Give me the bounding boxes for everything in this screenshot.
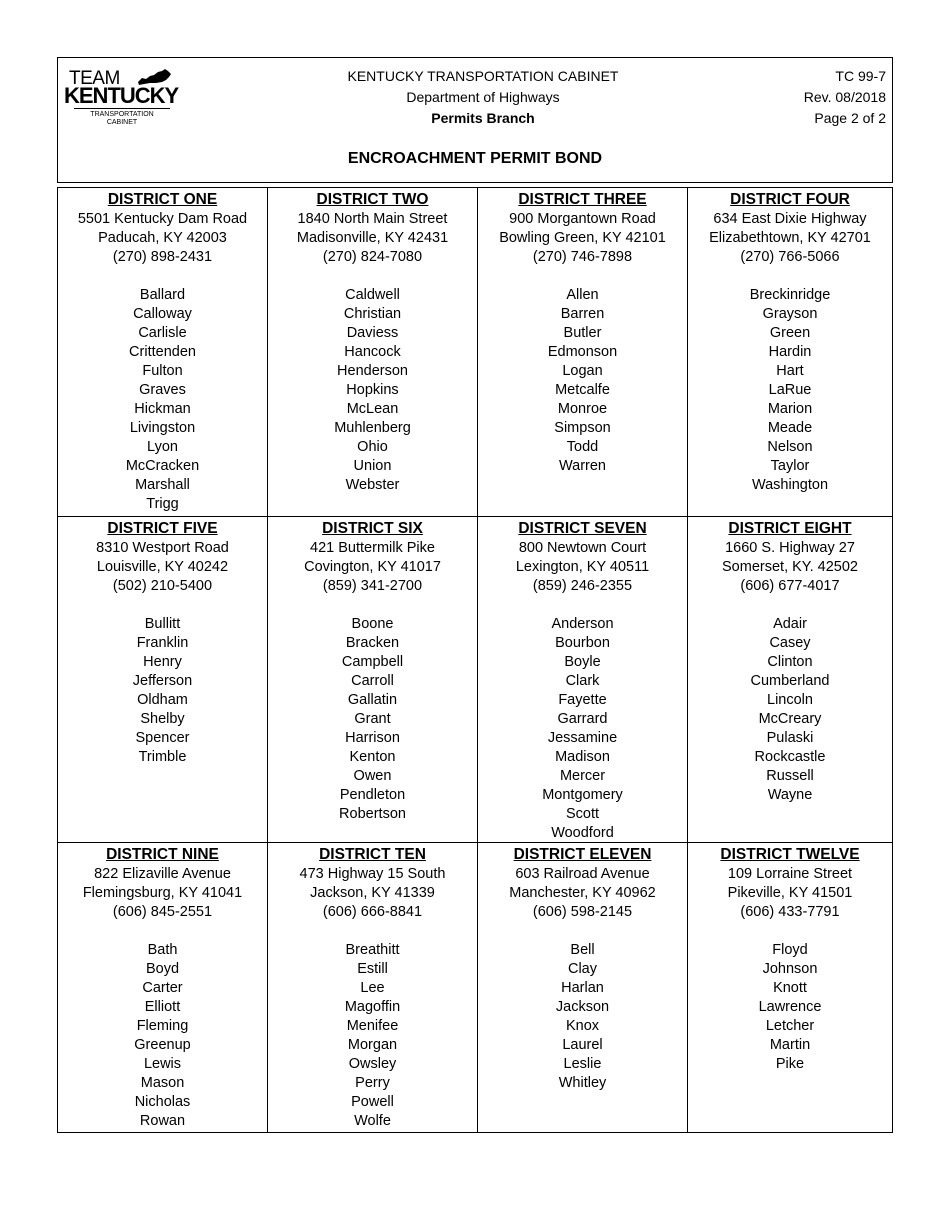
district-city: Pikeville, KY 41501	[727, 885, 853, 901]
county-name: Garrard	[557, 711, 608, 727]
county-name: Meade	[767, 420, 813, 436]
county-name: Lyon	[147, 439, 178, 455]
county-name: McCreary	[758, 711, 822, 727]
county-name: Campbell	[341, 654, 404, 670]
county-name: Fleming	[136, 1018, 189, 1034]
logo-kentucky-text: KENTUCKY	[64, 83, 179, 108]
district-phone: (859) 341-2700	[322, 578, 423, 594]
county-name: Letcher	[765, 1018, 815, 1034]
county-name: Marshall	[135, 477, 190, 493]
county-name: Bath	[147, 942, 178, 958]
district-name: DISTRICT SIX	[322, 520, 423, 537]
district-name: DISTRICT TWELVE	[720, 846, 860, 863]
district-street: 900 Morgantown Road	[509, 211, 656, 227]
county-name: McCracken	[125, 458, 200, 474]
county-name: Martin	[769, 1037, 811, 1053]
county-name: Clay	[567, 961, 597, 977]
county-name: Madison	[555, 749, 610, 765]
county-name: Anderson	[551, 616, 614, 632]
form-header	[57, 57, 893, 183]
county-name: Johnson	[762, 961, 818, 977]
county-name: Kenton	[349, 749, 396, 765]
county-name: Calloway	[133, 306, 192, 322]
county-name: Owsley	[348, 1056, 397, 1072]
district-street: 1660 S. Highway 27	[725, 540, 855, 556]
county-name: Boyle	[564, 654, 601, 670]
county-name: Powell	[351, 1094, 394, 1110]
district-city: Bowling Green, KY 42101	[499, 230, 666, 246]
county-name: Bourbon	[555, 635, 610, 651]
district-cell	[478, 517, 688, 843]
agency-heading	[258, 66, 708, 129]
county-name: Mason	[140, 1075, 185, 1091]
county-name: Christian	[343, 306, 402, 322]
county-name: Pike	[775, 1056, 805, 1072]
district-city: Elizabethtown, KY 42701	[709, 230, 871, 246]
county-name: Gallatin	[347, 692, 398, 708]
county-name: Daviess	[346, 325, 399, 341]
district-street: 473 Highway 15 South	[299, 866, 446, 882]
county-name: Bracken	[345, 635, 400, 651]
form-meta	[804, 66, 886, 129]
district-name: DISTRICT SEVEN	[518, 520, 647, 537]
district-phone: (502) 210-5400	[112, 578, 213, 594]
county-name: Scott	[565, 806, 600, 822]
county-name: Taylor	[770, 458, 810, 474]
district-city: Jackson, KY 41339	[310, 885, 435, 901]
county-name: Montgomery	[542, 787, 623, 803]
spacer	[58, 267, 267, 286]
district-phone: (270) 824-7080	[322, 249, 423, 265]
district-city: Flemingsburg, KY 41041	[82, 885, 243, 901]
county-name: Nelson	[767, 439, 813, 455]
district-cell	[268, 517, 478, 843]
form-number: TC 99-7	[835, 68, 886, 84]
district-cell	[478, 188, 688, 517]
spacer	[58, 922, 267, 941]
county-name: Harrison	[345, 730, 400, 746]
county-name: Trigg	[146, 496, 179, 512]
district-phone: (606) 845-2551	[112, 904, 213, 920]
county-name: Butler	[563, 325, 602, 341]
spacer	[688, 267, 892, 286]
county-name: Ballard	[139, 287, 186, 303]
county-name: Carroll	[351, 673, 394, 689]
county-name: Hancock	[344, 344, 401, 360]
county-name: Cumberland	[750, 673, 830, 689]
county-name: Estill	[357, 961, 388, 977]
county-name: Owen	[353, 768, 392, 784]
district-street: 1840 North Main Street	[297, 211, 448, 227]
county-name: Lewis	[143, 1056, 182, 1072]
county-name: LaRue	[768, 382, 812, 398]
county-name: McLean	[346, 401, 399, 417]
county-name: Livingston	[129, 420, 196, 436]
district-city: Lexington, KY 40511	[515, 559, 650, 575]
district-cell	[688, 188, 892, 517]
district-city: Paducah, KY 42003	[98, 230, 227, 246]
county-name: Boyd	[145, 961, 180, 977]
branch-name: Permits Branch	[431, 110, 535, 126]
county-name: Trimble	[138, 749, 187, 765]
district-cell	[58, 843, 268, 1132]
county-name: Webster	[345, 477, 400, 493]
county-name: Menifee	[346, 1018, 399, 1034]
district-city: Louisville, KY 40242	[96, 559, 229, 575]
county-name: Casey	[769, 635, 811, 651]
district-city: Manchester, KY 40962	[509, 885, 656, 901]
county-name: Edmonson	[547, 344, 618, 360]
county-name: Adair	[773, 616, 807, 632]
county-name: Jefferson	[132, 673, 193, 689]
district-phone: (606) 598-2145	[532, 904, 633, 920]
county-name: Knott	[773, 980, 807, 996]
county-name: Allen	[566, 287, 599, 303]
spacer	[268, 922, 477, 941]
county-name: Oldham	[137, 692, 188, 708]
county-name: Boone	[351, 616, 394, 632]
team-kentucky-logo	[64, 68, 179, 130]
county-name: Washington	[751, 477, 829, 493]
county-name: Clark	[565, 673, 600, 689]
department-name: Department of Highways	[406, 89, 560, 105]
district-cell	[688, 843, 892, 1132]
county-name: Green	[769, 325, 811, 341]
district-phone: (270) 746-7898	[532, 249, 633, 265]
district-cell	[478, 843, 688, 1132]
spacer	[268, 267, 477, 286]
district-name: DISTRICT NINE	[106, 846, 219, 863]
district-phone: (606) 666-8841	[322, 904, 423, 920]
county-name: Harlan	[561, 980, 604, 996]
county-name: Grant	[354, 711, 391, 727]
county-name: Lincoln	[767, 692, 813, 708]
district-cell	[58, 188, 268, 517]
county-name: Nicholas	[134, 1094, 191, 1110]
district-name: DISTRICT FIVE	[107, 520, 218, 537]
district-street: 5501 Kentucky Dam Road	[77, 211, 248, 227]
district-street: 8310 Westport Road	[96, 540, 229, 556]
county-name: Carter	[142, 980, 183, 996]
logo-cabinet-text: TRANSPORTATION CABINET	[90, 111, 154, 126]
district-cell	[268, 188, 478, 517]
county-name: Knox	[565, 1018, 600, 1034]
county-name: Hopkins	[346, 382, 399, 398]
county-name: Woodford	[551, 825, 614, 841]
spacer	[58, 596, 267, 615]
county-name: Fayette	[558, 692, 607, 708]
county-name: Greenup	[134, 1037, 191, 1053]
county-name: Jessamine	[547, 730, 618, 746]
county-name: Bullitt	[144, 616, 181, 632]
district-phone: (606) 677-4017	[740, 578, 840, 594]
district-cell	[268, 843, 478, 1132]
spacer	[478, 267, 687, 286]
county-name: Morgan	[347, 1037, 398, 1053]
district-table	[57, 187, 893, 1133]
county-name: Elliott	[144, 999, 181, 1015]
county-name: Laurel	[562, 1037, 603, 1053]
spacer	[688, 922, 892, 941]
county-name: Rockcastle	[754, 749, 826, 765]
county-name: Mercer	[559, 768, 606, 784]
county-name: Todd	[566, 439, 599, 455]
county-name: Wayne	[767, 787, 813, 803]
county-name: Henry	[143, 654, 182, 670]
county-name: Graves	[139, 382, 186, 398]
district-street: 421 Buttermilk Pike	[310, 540, 435, 556]
county-name: Magoffin	[344, 999, 401, 1015]
form-revision: Rev. 08/2018	[803, 89, 886, 105]
district-street: 109 Lorraine Street	[727, 866, 853, 882]
county-name: Rowan	[139, 1113, 186, 1129]
district-street: 634 East Dixie Highway	[713, 211, 867, 227]
county-name: Lawrence	[758, 999, 822, 1015]
county-name: Warren	[559, 458, 606, 474]
county-name: Bell	[570, 942, 595, 958]
district-phone: (606) 433-7791	[740, 904, 840, 920]
county-name: Muhlenberg	[334, 420, 411, 436]
county-name: Franklin	[136, 635, 189, 651]
district-cell	[58, 517, 268, 843]
county-name: Marion	[767, 401, 813, 417]
page-title: ENCROACHMENT PERMIT BOND	[347, 150, 603, 167]
county-name: Leslie	[563, 1056, 602, 1072]
page-number: Page 2 of 2	[814, 110, 886, 126]
county-name: Hart	[776, 363, 804, 379]
county-name: Perry	[355, 1075, 390, 1091]
county-name: Spencer	[135, 730, 190, 746]
county-name: Monroe	[557, 401, 608, 417]
district-street: 603 Railroad Avenue	[515, 866, 650, 882]
county-name: Hickman	[134, 401, 191, 417]
district-name: DISTRICT ONE	[107, 191, 218, 208]
county-name: Metcalfe	[555, 382, 610, 398]
county-name: Shelby	[140, 711, 185, 727]
district-name: DISTRICT THREE	[518, 191, 647, 208]
district-city: Somerset, KY. 42502	[722, 559, 858, 575]
district-street: 800 Newtown Court	[518, 540, 647, 556]
county-name: Henderson	[337, 363, 408, 379]
county-name: Breathitt	[345, 942, 400, 958]
district-name: DISTRICT FOUR	[730, 191, 850, 208]
county-name: Union	[353, 458, 392, 474]
county-name: Crittenden	[129, 344, 196, 360]
district-name: DISTRICT TEN	[319, 846, 426, 863]
district-phone: (859) 246-2355	[532, 578, 633, 594]
logo-team-text: TEAM	[69, 68, 120, 89]
spacer	[688, 596, 892, 615]
logo-divider	[74, 108, 170, 109]
district-name: DISTRICT TWO	[316, 191, 429, 208]
county-name: Fulton	[142, 363, 183, 379]
spacer	[478, 596, 687, 615]
district-cell	[688, 517, 892, 843]
county-name: Carlisle	[138, 325, 187, 341]
spacer	[478, 922, 687, 941]
district-street: 822 Elizaville Avenue	[94, 866, 231, 882]
county-name: Pulaski	[766, 730, 814, 746]
county-name: Barren	[560, 306, 605, 322]
spacer	[268, 596, 477, 615]
district-city: Madisonville, KY 42431	[296, 230, 449, 246]
agency-name: KENTUCKY TRANSPORTATION CABINET	[347, 68, 619, 84]
district-phone: (270) 766-5066	[740, 249, 840, 265]
county-name: Floyd	[772, 942, 808, 958]
county-name: Lee	[360, 980, 385, 996]
county-name: Breckinridge	[749, 287, 831, 303]
district-phone: (270) 898-2431	[112, 249, 213, 265]
county-name: Wolfe	[354, 1113, 391, 1129]
county-name: Whitley	[558, 1075, 607, 1091]
county-name: Russell	[766, 768, 814, 784]
county-name: Logan	[562, 363, 603, 379]
county-name: Grayson	[762, 306, 818, 322]
county-name: Hardin	[768, 344, 812, 360]
county-name: Ohio	[357, 439, 388, 455]
district-name: DISTRICT ELEVEN	[513, 846, 652, 863]
county-name: Jackson	[555, 999, 610, 1015]
county-name: Caldwell	[345, 287, 400, 303]
county-name: Clinton	[767, 654, 813, 670]
county-name: Robertson	[339, 806, 406, 822]
district-name: DISTRICT EIGHT	[728, 520, 852, 537]
county-name: Pendleton	[339, 787, 406, 803]
district-city: Covington, KY 41017	[304, 559, 441, 575]
county-name: Simpson	[554, 420, 611, 436]
